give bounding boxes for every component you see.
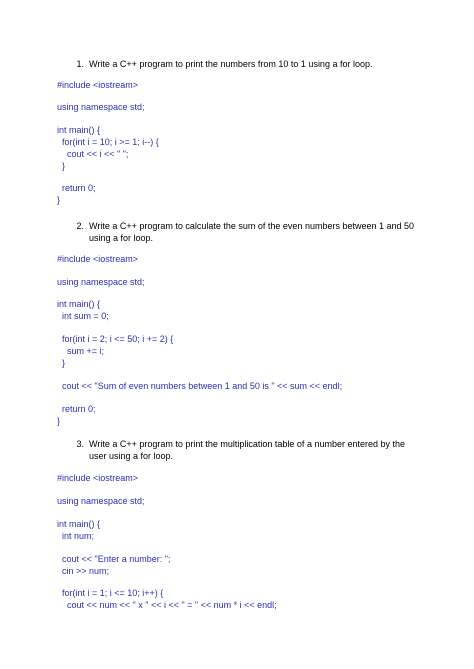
code-line: cout << num << " x " << i << " = " << num * i << endl; (57, 600, 277, 610)
question-text: Write a C++ program to calculate the sum of the even numbers between 1 and 50 using a for loop. (89, 221, 415, 243)
code-line: using namespace std; (57, 496, 145, 506)
question-3 (70, 438, 420, 462)
code-line: return 0; (57, 183, 96, 193)
code-line: using namespace std; (57, 277, 145, 287)
question-text: Write a C++ program to print the multiplication table of a number entered by the user using a for loop. (89, 439, 406, 461)
code-line: #include <iostream> (57, 473, 139, 483)
question-1 (70, 58, 420, 70)
code-line: } (57, 358, 66, 368)
code-line: int main() { (57, 125, 101, 135)
code-line: } (57, 161, 66, 171)
question-number: 3. (76, 439, 84, 449)
code-line: for(int i = 10; i >= 1; i--) { (57, 137, 159, 147)
question-number: 1. (76, 59, 84, 69)
code-line: } (57, 195, 61, 205)
code-line: cout << "Enter a number: "; (57, 554, 171, 564)
code-line: return 0; (57, 404, 96, 414)
question-2 (70, 220, 420, 244)
question-text: Write a C++ program to print the numbers from 10 to 1 using a for loop. (89, 59, 373, 69)
code-line: } (57, 416, 61, 426)
code-line: #include <iostream> (57, 80, 139, 90)
code-line: cout << "Sum of even numbers between 1 and 50 is " << sum << endl; (57, 381, 343, 391)
code-line: for(int i = 2; i <= 50; i += 2) { (57, 334, 174, 344)
code-line: using namespace std; (57, 102, 145, 112)
code-line: sum += i; (57, 346, 105, 356)
code-line: int num; (57, 531, 95, 541)
code-line: int main() { (57, 299, 101, 309)
code-line: #include <iostream> (57, 254, 139, 264)
code-line: int sum = 0; (57, 311, 109, 321)
code-line: cin >> num; (57, 566, 110, 576)
code-line: cout << i << " "; (57, 149, 129, 159)
code-line: int main() { (57, 519, 101, 529)
code-line: for(int i = 1; i <= 10; i++) { (57, 588, 164, 598)
question-number: 2. (76, 221, 84, 231)
